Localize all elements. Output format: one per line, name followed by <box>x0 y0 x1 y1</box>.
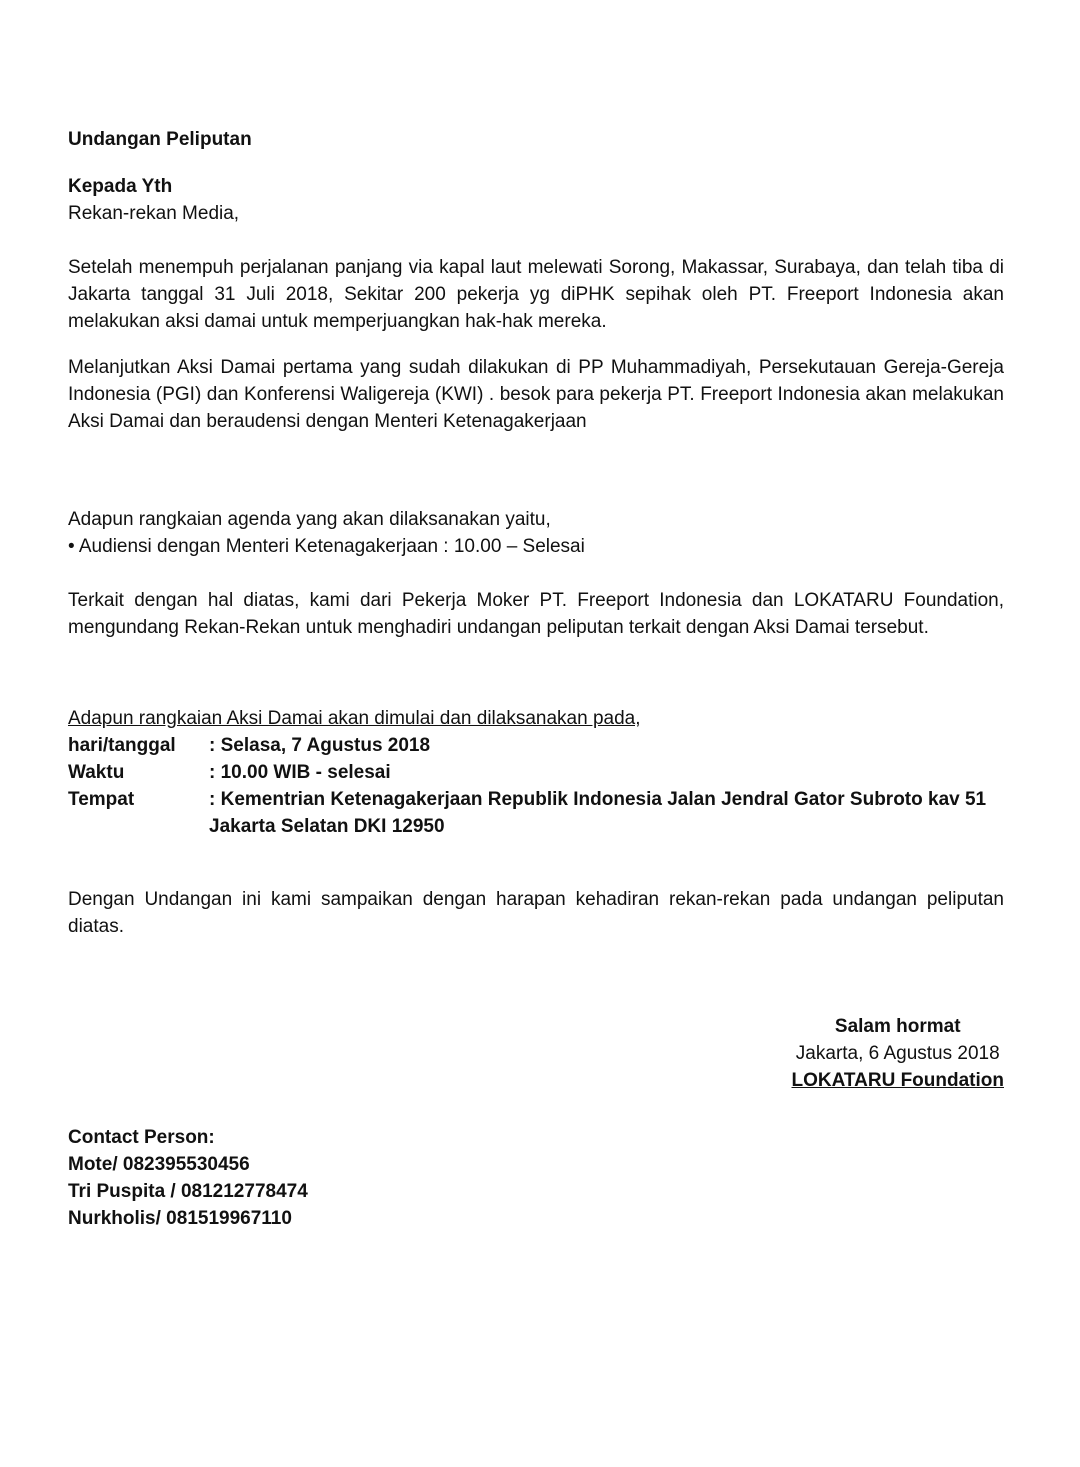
contact-list <box>68 1124 1004 1232</box>
contact-item: Mote/ 082395530456 <box>68 1154 250 1175</box>
contact-item: Nurkholis/ 081519967110 <box>68 1208 292 1229</box>
schedule-row-date <box>68 732 1004 759</box>
schedule-value-time: : 10.00 WIB - selesai <box>209 762 391 783</box>
schedule-table <box>68 732 1004 840</box>
schedule-row-time <box>68 759 1004 786</box>
signature-place-date: Jakarta, 6 Agustus 2018 <box>795 1043 1000 1064</box>
paragraph-continuation: Melanjutkan Aksi Damai pertama yang sudah dilakukan di PP Muhammadiyah, Persekutauan Gereja-Gereja Indonesia (PGI) dan Konferensi Waligereja (KWI) . besok para pekerja PT. Freeport Indonesia akan melakukan Aksi Damai dan beraudensi dengan Menteri Ketenagakerjaan <box>68 357 1004 432</box>
paragraph-closing: Dengan Undangan ini kami sampaikan dengan harapan kehadiran rekan-rekan pada undangan peliputan diatas. <box>68 889 1004 937</box>
schedule-row-place <box>68 786 1004 840</box>
contact-heading: Contact Person: <box>68 1127 215 1148</box>
agenda-intro: Adapun rangkaian agenda yang akan dilaksanakan yaitu, <box>68 509 551 530</box>
paragraph-invitation: Terkait dengan hal diatas, kami dari Pekerja Moker PT. Freeport Indonesia dan LOKATARU Foundation, mengundang Rekan-Rekan untuk menghadiri undangan peliputan terkait dengan Aksi Damai tersebut. <box>68 590 1004 638</box>
contact-item: Tri Puspita / 081212778474 <box>68 1181 308 1202</box>
signature-block <box>68 1013 1004 1094</box>
signature-organization: LOKATARU Foundation <box>791 1070 1004 1091</box>
salutation-to: Kepada Yth <box>68 176 173 197</box>
letter-page <box>68 126 1004 1232</box>
schedule-value-place: : Kementrian Ketenagakerjaan Republik Indonesia Jalan Jendral Gator Subroto kav 51 Jakarta Selatan DKI 12950 <box>209 789 987 837</box>
schedule-label-place: Tempat <box>68 789 135 810</box>
schedule-label-time: Waktu <box>68 762 125 783</box>
schedule-label-date: hari/tanggal <box>68 735 176 756</box>
signature-greeting: Salam hormat <box>834 1016 961 1037</box>
schedule-intro: Adapun rangkaian Aksi Damai akan dimulai dan dilaksanakan pada, <box>68 708 641 729</box>
agenda-item: • Audiensi dengan Menteri Ketenagakerjaan : 10.00 – Selesai <box>68 536 585 557</box>
salutation-recipient: Rekan-rekan Media, <box>68 203 240 224</box>
schedule-value-date: : Selasa, 7 Agustus 2018 <box>209 735 431 756</box>
paragraph-intro: Setelah menempuh perjalanan panjang via kapal laut melewati Sorong, Makassar, Surabaya, dan telah tiba di Jakarta tanggal 31 Juli 2018, Sekitar 200 pekerja yg diPHK sepihak oleh PT. Freeport Indonesia akan melakukan aksi damai untuk memperjuangkan hak-hak mereka. <box>68 257 1004 332</box>
letter-title: Undangan Peliputan <box>68 129 252 150</box>
